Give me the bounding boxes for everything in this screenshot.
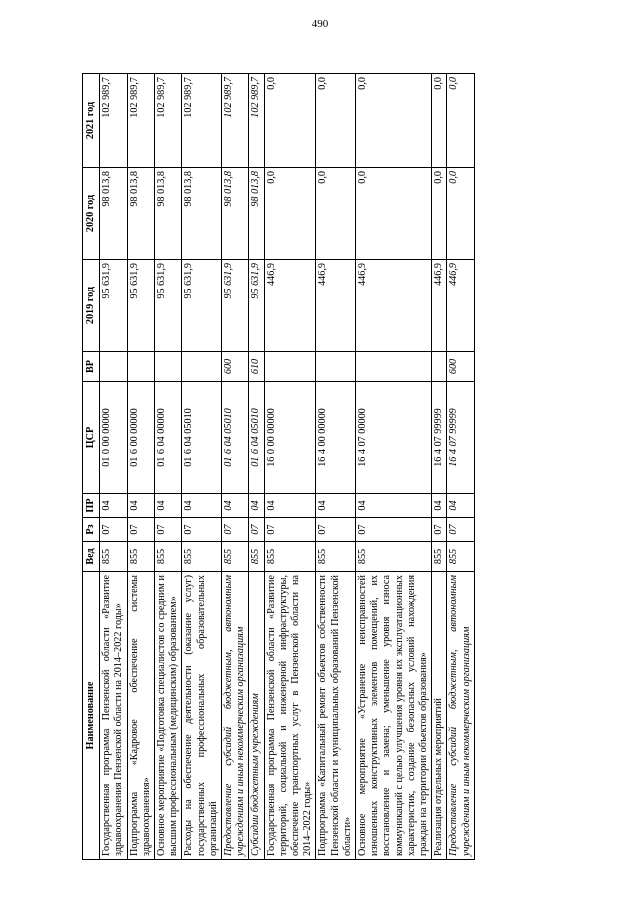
table-row xyxy=(249,74,264,860)
csr-cell: 16 4 07 99999 xyxy=(447,382,474,494)
budget-table xyxy=(82,73,475,860)
value-2021-cell: 102 989,7 xyxy=(100,74,127,168)
value-2021-cell: 0,0 xyxy=(264,74,316,168)
name-cell: Государственная программа Пензенской области «Развитие территорий, социальной и инженерной инфраструктуры, обеспечение транспортных услуг в Пензенской области на 2014–2022 годы» xyxy=(264,572,316,860)
value-2020-cell: 0,0 xyxy=(447,168,474,260)
value-2020-cell: 0,0 xyxy=(316,168,356,260)
ved-cell: 855 xyxy=(127,542,154,572)
rz-cell: 07 xyxy=(316,518,356,542)
value-2021-cell: 0,0 xyxy=(432,74,447,168)
value-2019-cell: 446,9 xyxy=(264,260,316,352)
ved-cell: 855 xyxy=(155,542,182,572)
vr-cell xyxy=(155,352,182,382)
rz-cell: 07 xyxy=(155,518,182,542)
vr-cell: 610 xyxy=(249,352,264,382)
header-2021: 2021 год xyxy=(83,74,100,168)
ved-cell: 855 xyxy=(222,542,249,572)
header-ved: Вед xyxy=(83,542,100,572)
vr-cell: 600 xyxy=(447,352,474,382)
table-header-row xyxy=(83,74,100,860)
name-cell: Расходы на обеспечение деятельности (оказание услуг) государственных профессиональных образовательных организаций xyxy=(182,572,222,860)
pr-cell: 04 xyxy=(222,494,249,518)
value-2021-cell: 0,0 xyxy=(316,74,356,168)
ved-cell: 855 xyxy=(264,542,316,572)
csr-cell: 01 6 04 05010 xyxy=(182,382,222,494)
table-row xyxy=(100,74,127,860)
value-2020-cell: 98 013,8 xyxy=(155,168,182,260)
value-2019-cell: 446,9 xyxy=(432,260,447,352)
value-2019-cell: 446,9 xyxy=(447,260,474,352)
ved-cell: 855 xyxy=(249,542,264,572)
value-2020-cell: 0,0 xyxy=(264,168,316,260)
table-body xyxy=(100,74,475,860)
table-row xyxy=(316,74,356,860)
pr-cell: 04 xyxy=(182,494,222,518)
name-cell: Предоставление субсидий бюджетным, автономным учреждениям и иным некоммерческим организациям xyxy=(447,572,474,860)
name-cell: Подпрограмма «Капитальный ремонт объектов собственности Пензенской области и муниципальных образований Пензенской области» xyxy=(316,572,356,860)
vr-cell xyxy=(182,352,222,382)
csr-cell: 16 4 07 99999 xyxy=(432,382,447,494)
ved-cell: 855 xyxy=(432,542,447,572)
pr-cell: 04 xyxy=(100,494,127,518)
rz-cell: 07 xyxy=(249,518,264,542)
rz-cell: 07 xyxy=(222,518,249,542)
ved-cell: 855 xyxy=(182,542,222,572)
csr-cell: 01 6 04 00000 xyxy=(155,382,182,494)
vr-cell: 600 xyxy=(222,352,249,382)
vr-cell xyxy=(100,352,127,382)
csr-cell: 01 6 00 00000 xyxy=(127,382,154,494)
pr-cell: 04 xyxy=(127,494,154,518)
header-2019: 2019 год xyxy=(83,260,100,352)
value-2021-cell: 0,0 xyxy=(447,74,474,168)
ved-cell: 855 xyxy=(100,542,127,572)
header-vr: ВР xyxy=(83,352,100,382)
value-2020-cell: 98 013,8 xyxy=(100,168,127,260)
value-2021-cell: 102 989,7 xyxy=(182,74,222,168)
value-2020-cell: 98 013,8 xyxy=(127,168,154,260)
header-pr: ПР xyxy=(83,494,100,518)
pr-cell: 04 xyxy=(356,494,432,518)
name-cell: Подпрограмма «Кадровое обеспечение системы здравоохранения» xyxy=(127,572,154,860)
table-row xyxy=(447,74,474,860)
csr-cell: 01 6 04 05010 xyxy=(222,382,249,494)
vr-cell xyxy=(316,352,356,382)
value-2021-cell: 102 989,7 xyxy=(127,74,154,168)
rz-cell: 07 xyxy=(264,518,316,542)
value-2019-cell: 95 631,9 xyxy=(155,260,182,352)
name-cell: Основное мероприятие «Подготовка специалистов со средним и высшим профессиональным (медицинским) образованием» xyxy=(155,572,182,860)
table-row xyxy=(155,74,182,860)
value-2020-cell: 98 013,8 xyxy=(222,168,249,260)
csr-cell: 16 0 00 00000 xyxy=(264,382,316,494)
value-2021-cell: 102 989,7 xyxy=(155,74,182,168)
name-cell: Субсидии бюджетным учреждениям xyxy=(249,572,264,860)
header-2020: 2020 год xyxy=(83,168,100,260)
table-row xyxy=(222,74,249,860)
table-row xyxy=(182,74,222,860)
value-2019-cell: 446,9 xyxy=(316,260,356,352)
vr-cell xyxy=(264,352,316,382)
header-name: Наименование xyxy=(83,572,100,860)
header-csr: ЦСР xyxy=(83,382,100,494)
pr-cell: 04 xyxy=(264,494,316,518)
csr-cell: 16 4 00 00000 xyxy=(316,382,356,494)
vr-cell xyxy=(432,352,447,382)
table-row xyxy=(356,74,432,860)
rz-cell: 07 xyxy=(127,518,154,542)
csr-cell: 16 4 07 00000 xyxy=(356,382,432,494)
vr-cell xyxy=(356,352,432,382)
pr-cell: 04 xyxy=(432,494,447,518)
table-row xyxy=(432,74,447,860)
rotated-table-wrapper xyxy=(82,74,565,860)
value-2020-cell: 0,0 xyxy=(432,168,447,260)
ved-cell: 855 xyxy=(447,542,474,572)
pr-cell: 04 xyxy=(155,494,182,518)
ved-cell: 855 xyxy=(316,542,356,572)
rz-cell: 07 xyxy=(100,518,127,542)
value-2019-cell: 95 631,9 xyxy=(222,260,249,352)
rz-cell: 07 xyxy=(182,518,222,542)
value-2020-cell: 0,0 xyxy=(356,168,432,260)
name-cell: Государственная программа Пензенской области «Развитие здравоохранения Пензенской области на 2014–2022 годы» xyxy=(100,572,127,860)
rz-cell: 07 xyxy=(356,518,432,542)
vr-cell xyxy=(127,352,154,382)
csr-cell: 01 0 00 00000 xyxy=(100,382,127,494)
rz-cell: 07 xyxy=(432,518,447,542)
value-2021-cell: 102 989,7 xyxy=(222,74,249,168)
name-cell: Реализация отдельных мероприятий xyxy=(432,572,447,860)
header-rz: Рз xyxy=(83,518,100,542)
pr-cell: 04 xyxy=(249,494,264,518)
value-2020-cell: 98 013,8 xyxy=(182,168,222,260)
table-row xyxy=(127,74,154,860)
value-2021-cell: 102 989,7 xyxy=(249,74,264,168)
value-2019-cell: 95 631,9 xyxy=(182,260,222,352)
name-cell: Основное мероприятие «Устранение неисправностей изношенных конструктивных элементов помещений, их восстановление и замена; уменьшение уровня износа коммуникаций с целью улучшения уровня их эксплуатационных характеристик, создание безопасных условий нахождения граждан на территории объектов образования» xyxy=(356,572,432,860)
value-2019-cell: 95 631,9 xyxy=(127,260,154,352)
value-2019-cell: 446,9 xyxy=(356,260,432,352)
value-2019-cell: 95 631,9 xyxy=(100,260,127,352)
value-2021-cell: 0,0 xyxy=(356,74,432,168)
page-number: 490 xyxy=(311,18,329,30)
ved-cell: 855 xyxy=(356,542,432,572)
name-cell: Предоставление субсидий бюджетным, автономным учреждениям и иным некоммерческим организациям xyxy=(222,572,249,860)
value-2019-cell: 95 631,9 xyxy=(249,260,264,352)
table-row xyxy=(264,74,316,860)
csr-cell: 01 6 04 05010 xyxy=(249,382,264,494)
rz-cell: 07 xyxy=(447,518,474,542)
pr-cell: 04 xyxy=(316,494,356,518)
pr-cell: 04 xyxy=(447,494,474,518)
value-2020-cell: 98 013,8 xyxy=(249,168,264,260)
